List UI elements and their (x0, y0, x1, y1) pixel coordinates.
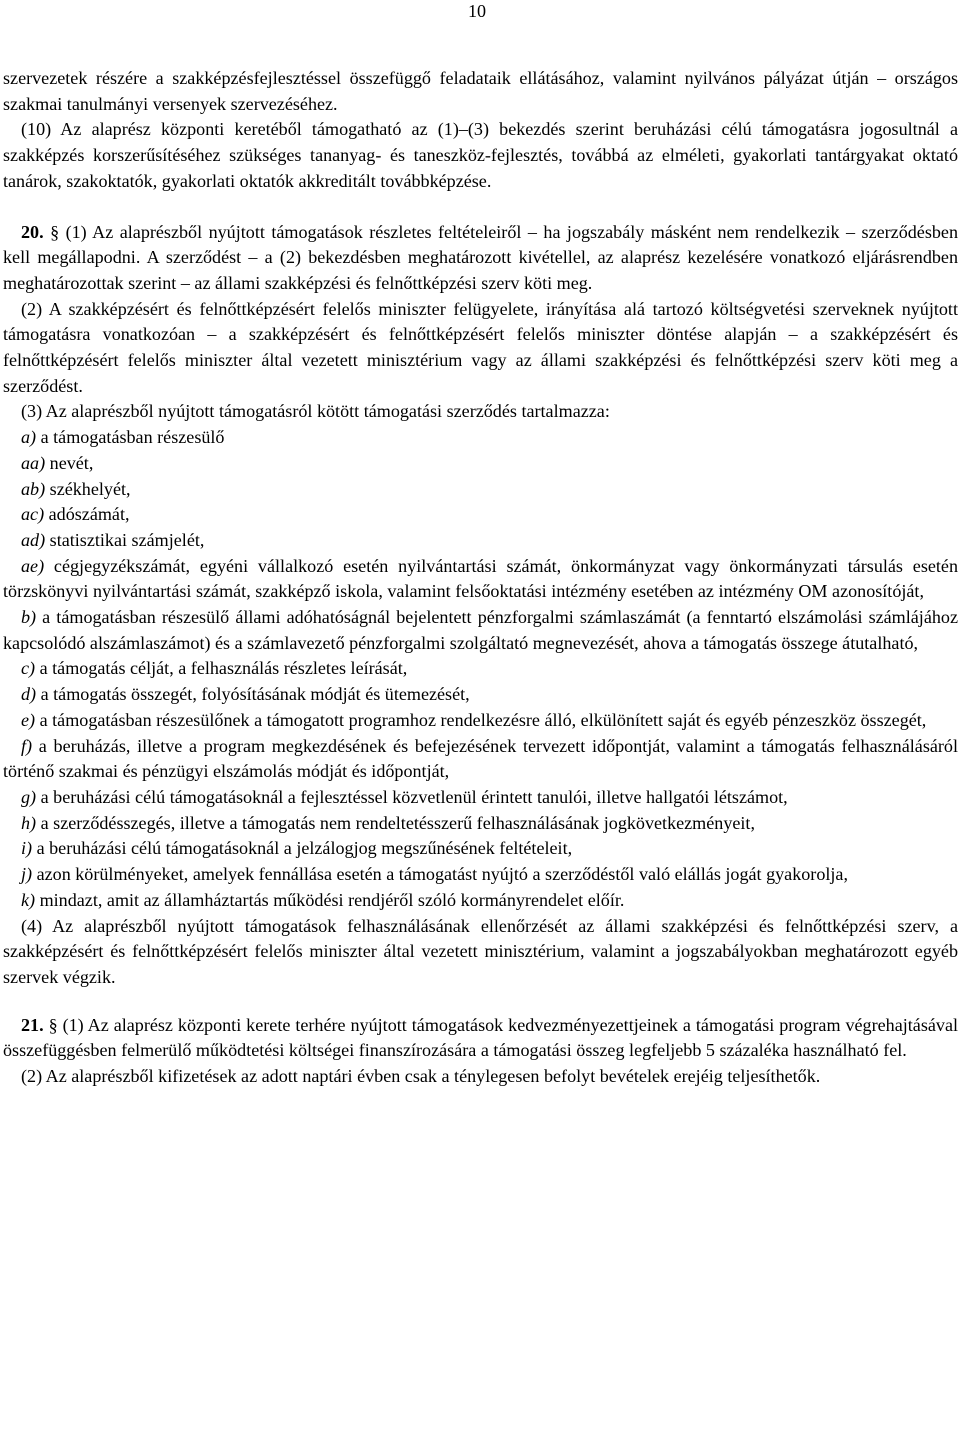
paragraph-text: § (1) Az alaprész központi kerete terhére nyújtott támogatások kedvezményezettjeinek a támogatási program végrehajtásával összefüggésben felmerülő működtetési költségei finanszírozására a támogatási összeg legfeljebb 5 százaléka használható fel. (3, 1014, 958, 1061)
paragraph-text: (10) Az alaprész központi keretéből támogatható az (1)–(3) bekezdés szerint beruházási célú támogatásra jogosultnál a szakképzés korszerűsítéséhez szükséges tananyag- és taneszköz-fejlesztés, továbbá az elméleti, gyakorlati tantárgyakat oktató tanárok, szakoktatók, gyakorlati oktatók akkreditált továbbképzése. (3, 119, 958, 191)
section-number: 20. (21, 221, 44, 242)
paragraph-text: a támogatásban részesülő (36, 427, 225, 448)
paragraph (3, 220, 958, 297)
paragraph (3, 425, 958, 451)
item-marker: ac) (21, 504, 45, 525)
paragraph-text: a szerződésszegés, illetve a támogatás nem rendeltetésszerű felhasználásának jogkövetkezményeit, (36, 812, 755, 833)
paragraph (3, 862, 958, 888)
paragraph (3, 811, 958, 837)
item-marker: ab) (21, 478, 46, 499)
paragraph (3, 708, 958, 734)
paragraph-text: a támogatásban részesülő állami adóhatóságnál bejelentett pénzforgalmi számlaszámát (a fenntartó elszámolási számlájához kapcsolódó alszámlaszámot) és a számlavezető pénzforgalmi szolgáltató megnevezését, ahova a támogatás összege átutalható, (3, 607, 958, 653)
paragraph (3, 682, 958, 708)
item-marker: h) (21, 812, 37, 833)
item-marker: g) (21, 786, 37, 807)
paragraph (3, 785, 958, 811)
item-marker: i) (21, 838, 33, 859)
paragraph-text: cégjegyzékszámát, egyéni vállalkozó esetén nyilvántartási számát, önkormányzat vagy önkormányzati társulás esetén törzskönyvi nyilvántartási számát, szakképző iskola, valamint felsőoktatási intézmény esetében az intézmény OM azonosítóját, (3, 555, 958, 602)
paragraph-text: a beruházási célú támogatásoknál a jelzálogjog megszűnésének feltételeit, (32, 838, 573, 859)
item-marker: f) (21, 735, 33, 756)
paragraph-text: azon körülményeket, amelyek fennállása esetén a támogatást nyújtó a szerződéstől való elállás jogát gyakorolja, (32, 864, 848, 885)
paragraph (3, 1013, 958, 1064)
item-marker: k) (21, 889, 36, 910)
paragraph-text: (3) Az alaprészből nyújtott támogatásról kötött támogatási szerződés tartalmazza: (21, 401, 610, 422)
item-marker: ad) (21, 529, 46, 550)
paragraph (3, 502, 958, 528)
paragraph-text: (2) A szakképzésért és felnőttképzésért felelős miniszter felügyelete, irányítása alá tartozó költségvetési szerveknek nyújtott támogatásra vonatkozóan – a szakképzésért és felnőttképzésért felelős miniszter döntése alapján – a szakképzésért és felnőttképzésért felelős miniszter által vezetett minisztérium vagy az állami szakképzési és felnőttképzési szerv köti meg a szerződést. (3, 298, 958, 396)
paragraph-text: a támogatásban részesülőnek a támogatott programhoz rendelkezésre álló, elkülönített saját és egyéb pénzeszköz összegét, (35, 709, 927, 730)
paragraph (3, 117, 958, 194)
document-body (3, 66, 958, 1090)
item-marker: d) (21, 684, 37, 705)
paragraph-text: mindazt, amit az államháztartás működési rendjéről szóló kormányrendelet előír. (35, 889, 625, 910)
paragraph (3, 66, 958, 117)
paragraph-text: (2) Az alaprészből kifizetések az adott naptári évben csak a ténylegesen befolyt bevételek erejéig teljesíthetők. (21, 1066, 821, 1087)
paragraph-text: statisztikai számjelét, (45, 529, 205, 550)
paragraph-text: a beruházási célú támogatásoknál a fejlesztéssel közvetlenül érintett tanulói, illetve hallgatói létszámot, (36, 786, 788, 807)
paragraph (3, 734, 958, 785)
item-marker: c) (21, 658, 36, 679)
paragraph (3, 297, 958, 400)
paragraph (3, 554, 958, 605)
paragraph-text: a támogatás célját, a felhasználás részletes leírását, (35, 658, 408, 679)
paragraph-text: § (1) Az alaprészből nyújtott támogatások részletes feltételeiről – ha jogszabály másként nem rendelkezik – szerződésben kell megállapodni. A szerződést – a (2) bekezdésben meghatározott kivétellel, az alaprész kezelésére vonatkozó eljárásrendben meghatározottak szerint – az állami szakképzési és felnőttképzési szerv köti meg. (3, 221, 958, 293)
paragraph-spacer (3, 991, 958, 1013)
item-marker: j) (21, 864, 33, 885)
paragraph-spacer (3, 195, 958, 220)
paragraph (3, 914, 958, 991)
paragraph-text: (4) Az alaprészből nyújtott támogatások felhasználásának ellenőrzését az állami szakképzési és felnőttképzési szerv, a szakképzésért és felnőttképzésért felelős miniszter által vezetett minisztérium, valamint a jogszabályokban meghatározott egyéb szervek végzik. (3, 915, 958, 987)
paragraph-text: adószámát, (44, 504, 130, 525)
paragraph (3, 1064, 958, 1090)
section-number: 21. (21, 1014, 44, 1035)
paragraph-text: szervezetek részére a szakképzésfejlesztéssel összefüggő feladataik ellátásához, valamint nyilvános pályázat útján – országos szakmai tanulmányi versenyek szervezéséhez. (3, 68, 958, 114)
paragraph-text: nevét, (45, 452, 94, 473)
paragraph (3, 656, 958, 682)
paragraph (3, 836, 958, 862)
paragraph (3, 605, 958, 656)
paragraph (3, 528, 958, 554)
paragraph-text: a beruházás, illetve a program megkezdésének és befejezésének tervezett időpontját, valamint a támogatás felhasználásáról történő szakmai és pénzügyi elszámolás módját és időpontját, (3, 735, 958, 782)
paragraph (3, 399, 958, 425)
paragraph-text: székhelyét, (45, 478, 131, 499)
paragraph-text: a támogatás összegét, folyósításának módját és ütemezését, (36, 684, 470, 705)
paragraph (3, 477, 958, 503)
item-marker: ae) (21, 555, 45, 576)
item-marker: e) (21, 709, 36, 730)
item-marker: aa) (21, 452, 46, 473)
page-number: 10 (468, 1, 487, 21)
paragraph (3, 888, 958, 914)
paragraph (3, 451, 958, 477)
item-marker: a) (21, 427, 37, 448)
item-marker: b) (21, 607, 37, 628)
